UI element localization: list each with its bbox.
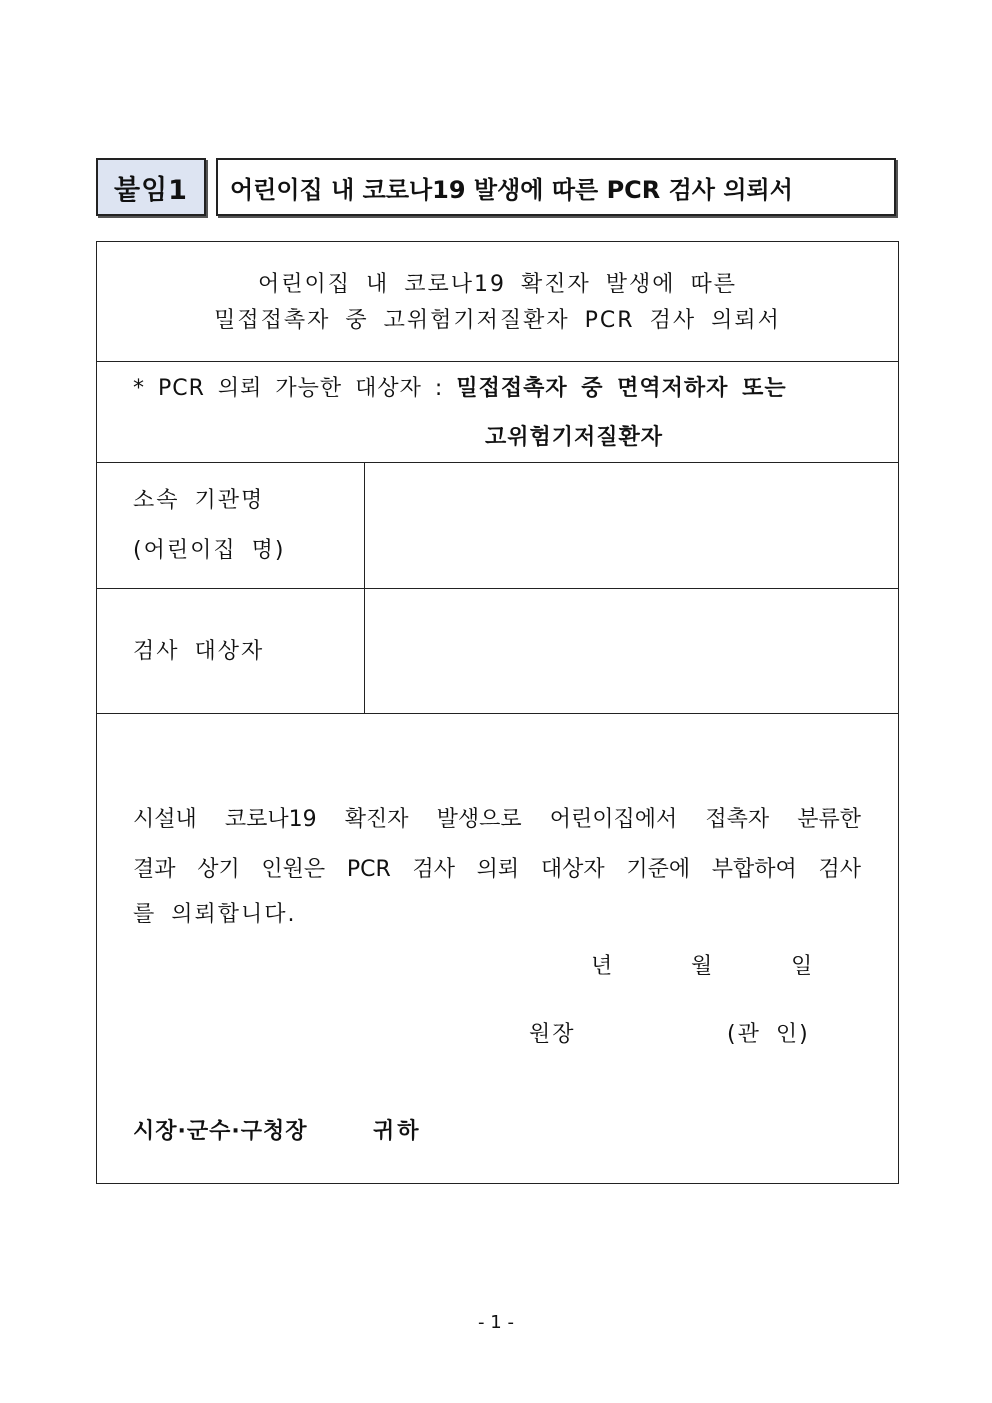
- divider: [97, 462, 898, 463]
- eligibility-note: [133, 376, 787, 402]
- date-day: 일: [791, 954, 813, 979]
- date-month: 월: [691, 954, 713, 979]
- director-label: 원장: [529, 1022, 576, 1047]
- subject-label: 검사 대상자: [133, 639, 265, 664]
- request-form: [96, 241, 899, 1184]
- org-label-line1: 소속 기관명: [133, 488, 265, 513]
- recipient: 시장·군수·구청장: [133, 1119, 308, 1144]
- eligibility-target-line2: 고위험기저질환자: [485, 425, 664, 450]
- seal-label: (관 인): [727, 1022, 810, 1047]
- page-number: - 1 -: [478, 1312, 514, 1333]
- date-year: 년: [591, 954, 613, 979]
- recipient-suffix: 귀하: [373, 1119, 422, 1144]
- attachment-title: 어린이집 내 코로나19 발생에 따른 PCR 검사 의뢰서: [216, 158, 896, 216]
- org-label-line2: (어린이집 명): [133, 538, 286, 563]
- request-body-line3: 를 의뢰합니다.: [133, 902, 297, 927]
- divider: [97, 713, 898, 714]
- form-heading-line1: 어린이집 내 코로나19 확진자 발생에 따른: [258, 272, 737, 297]
- column-divider: [364, 462, 365, 713]
- divider: [97, 361, 898, 362]
- form-heading-line2: 밀접접촉자 중 고위험기저질환자 PCR 검사 의뢰서: [214, 308, 781, 333]
- divider: [97, 588, 898, 589]
- attachment-label: 붙임1: [96, 158, 206, 216]
- eligibility-target-line1: 밀접접촉자 중 면역저하자 또는: [456, 376, 787, 401]
- request-body-line1: 시설내 코로나19 확진자 발생으로 어린이집에서 접촉자 분류한: [133, 807, 861, 832]
- request-body-line2: 결과 상기 인원은 PCR 검사 의뢰 대상자 기준에 부합하여 검사: [133, 857, 861, 882]
- eligibility-note-prefix: * PCR 의뢰 가능한 대상자 :: [133, 376, 457, 401]
